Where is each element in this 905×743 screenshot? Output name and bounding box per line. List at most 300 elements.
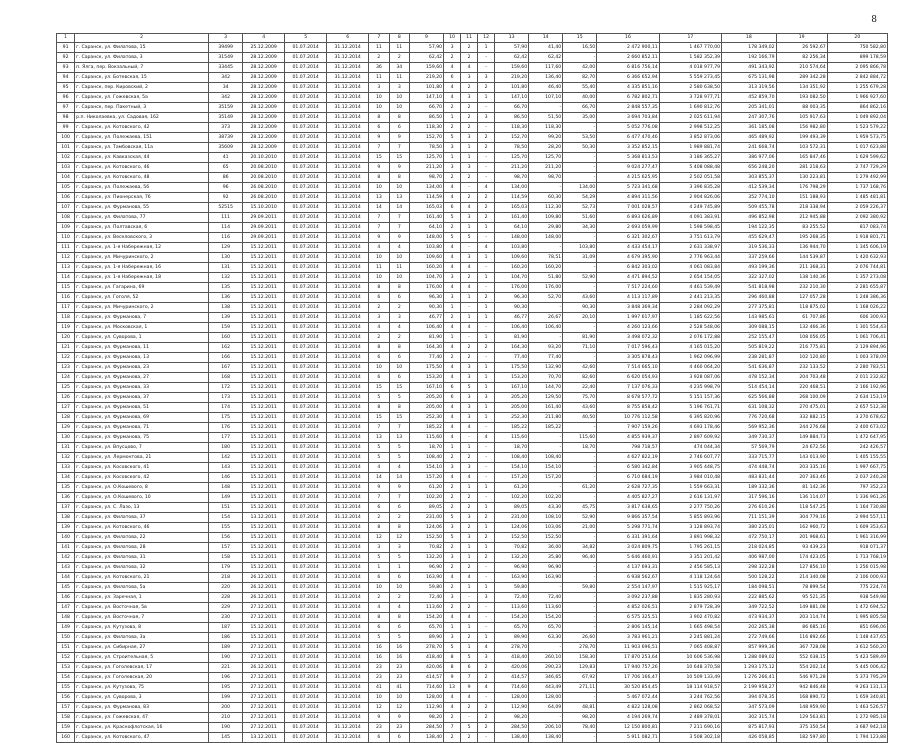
table-cell: 42,60: [563, 363, 597, 373]
table-cell: 81,90: [563, 333, 597, 343]
table-cell: 132,20: [410, 553, 444, 563]
table-cell: 6 938 562,67: [597, 573, 659, 583]
table-cell: 1 918 801,71: [827, 233, 887, 243]
table-cell: 134,00: [410, 183, 444, 193]
table-cell: 01.07.2014: [285, 703, 327, 713]
table-cell: 166: [209, 353, 243, 363]
table-cell: 26.08.2010: [243, 193, 285, 203]
table-cell: 51,60: [563, 213, 597, 223]
table-row: [57, 613, 888, 623]
table-cell: 1 049 892,04: [827, 113, 887, 123]
table-cell: 148 959,90: [776, 703, 827, 713]
table-cell: 98,20: [563, 713, 597, 723]
table-cell: -: [563, 263, 597, 273]
table-cell: 4 113 117,89: [597, 293, 659, 303]
table-cell: 01.07.2014: [285, 673, 327, 683]
table-cell: 5 467 072,44: [597, 693, 659, 703]
table-cell: 125,70: [410, 153, 444, 163]
table-cell: 62,42: [495, 53, 529, 63]
table-cell: 1: [478, 403, 495, 413]
table-cell: 3: [461, 393, 478, 403]
table-cell: 17 940 757,26: [597, 663, 659, 673]
table-cell: 40,50: [563, 413, 597, 423]
table-cell: 118,30: [495, 123, 529, 133]
table-cell: 2: [461, 193, 478, 203]
table-cell: 31.12.2014: [327, 453, 369, 463]
table-cell: 132,20: [495, 553, 529, 563]
table-cell: 5 373 795,29: [827, 673, 887, 683]
table-cell: 260,10: [529, 653, 563, 663]
table-cell: 420,06: [495, 663, 529, 673]
table-cell: 15.12.2011: [243, 273, 285, 283]
table-cell: 4: [444, 703, 461, 713]
table-cell: 2 076 172,88: [659, 333, 721, 343]
table-cell: 62,42: [529, 53, 563, 63]
table-cell: 2 806 145,14: [597, 623, 659, 633]
table-cell: 151: [209, 503, 243, 513]
table-cell: 8: [444, 663, 461, 673]
table-cell: 52,90: [563, 273, 597, 283]
table-cell: 2: [369, 303, 389, 313]
table-cell: 2: [444, 223, 461, 233]
table-cell: 2 998 512,25: [659, 123, 721, 133]
table-cell: 4: [444, 323, 461, 333]
table-cell: 01.07.2014: [285, 493, 327, 503]
table-cell: 115,60: [495, 433, 529, 443]
table-cell: г. Саранск, ул. Строительная, 5: [75, 653, 209, 663]
table-cell: -: [563, 283, 597, 293]
table-cell: 108,40: [410, 453, 444, 463]
table-cell: 15.12.2011: [243, 533, 285, 543]
table-cell: г. Саранск, ул. Филатова, 15: [75, 43, 209, 53]
table-cell: 8: [369, 283, 389, 293]
table-cell: 157,20: [529, 473, 563, 483]
table-cell: 190: [209, 653, 243, 663]
table-cell: г. Саранск, ул. Гоголевская, 17: [75, 663, 209, 673]
table-cell: 152,50: [529, 533, 563, 543]
table-cell: 290,23: [529, 663, 563, 673]
table-cell: 17 706 166,47: [597, 673, 659, 683]
table-cell: 1 345 606,19: [827, 243, 887, 253]
table-row: [57, 123, 888, 133]
table-cell: 3: [369, 543, 389, 553]
table-cell: 5: [369, 453, 389, 463]
table-cell: 3 508 302,18: [659, 733, 721, 743]
table-cell: 149 881,08: [776, 603, 827, 613]
table-row: [57, 313, 888, 323]
table-cell: 135: [209, 283, 243, 293]
table-cell: 10: [369, 273, 389, 283]
table-cell: -: [563, 573, 597, 583]
table-cell: 8: [389, 523, 409, 533]
table-cell: 27.12.2011: [243, 683, 285, 693]
table-cell: 205,00: [410, 403, 444, 413]
table-cell: 140: [57, 533, 75, 543]
table-cell: 3 817 638,65: [597, 503, 659, 513]
table-cell: 241 668,74: [722, 143, 776, 153]
table-cell: 375 350,54: [776, 723, 827, 733]
table-cell: 51,50: [529, 113, 563, 123]
table-cell: 216 775,81: [776, 343, 827, 353]
table-cell: 1 472 647,95: [827, 433, 887, 443]
table-cell: 01.07.2014: [285, 173, 327, 183]
table-cell: 1: [461, 623, 478, 633]
table-cell: 1: [444, 113, 461, 123]
table-cell: 28.12.2009: [243, 93, 285, 103]
table-cell: -: [563, 563, 597, 573]
table-cell: р.п. Николаевка, ул. Садовая, 162: [75, 113, 209, 123]
table-cell: 15: [369, 383, 389, 393]
table-cell: 104,70: [495, 273, 529, 283]
table-cell: 98,20: [410, 713, 444, 723]
table-cell: 2: [478, 703, 495, 713]
table-cell: 138: [209, 303, 243, 313]
table-cell: 185,22: [410, 423, 444, 433]
table-cell: 412 539,34: [722, 183, 776, 193]
table-cell: 2 628 727,35: [597, 483, 659, 493]
table-cell: 11: [389, 43, 409, 53]
table-cell: 01.07.2014: [285, 523, 327, 533]
table-cell: 01.07.2014: [285, 413, 327, 423]
table-cell: 144: [57, 573, 75, 583]
table-cell: 01.07.2014: [285, 43, 327, 53]
table-cell: 2 037 240,28: [827, 473, 887, 483]
table-cell: 6: [369, 573, 389, 583]
table-cell: 1 463 526,57: [827, 703, 887, 713]
table-cell: 2: [461, 353, 478, 363]
table-cell: 96,90: [410, 563, 444, 573]
table-cell: 541 636,87: [722, 363, 776, 373]
table-cell: 2: [444, 543, 461, 553]
table-cell: 70,70: [529, 373, 563, 383]
table-cell: 151: [57, 643, 75, 653]
table-cell: 43,30: [529, 503, 563, 513]
table-cell: 158: [209, 553, 243, 563]
table-cell: 38739: [209, 133, 243, 143]
table-cell: 2 059 226,37: [827, 203, 887, 213]
table-cell: -: [478, 123, 495, 133]
table-cell: 7 211 690,16: [659, 723, 721, 733]
table-cell: 65,70: [495, 623, 529, 633]
table-cell: г. Саранск, ул. 1-я Набережная, 12: [75, 243, 209, 253]
table-cell: 154,20: [410, 613, 444, 623]
table-cell: 118 875,02: [776, 303, 827, 313]
table-cell: 138,40: [529, 733, 563, 743]
table-row: [57, 413, 888, 423]
table-cell: г. Саранск, ул. Фурманова, 11: [75, 343, 209, 353]
table-cell: 4: [444, 63, 461, 73]
table-cell: 01.07.2014: [285, 483, 327, 493]
table-cell: 01.07.2014: [285, 553, 327, 563]
table-cell: -: [563, 693, 597, 703]
table-cell: 219,20: [410, 73, 444, 83]
table-cell: 94: [57, 73, 75, 83]
table-cell: 6 477 470,46: [597, 133, 659, 143]
table-cell: 31.12.2014: [327, 733, 369, 743]
table-cell: 3 244 762,56: [659, 693, 721, 703]
table-cell: 15.12.2011: [243, 443, 285, 453]
table-cell: 2: [461, 173, 478, 183]
table-cell: 12: [369, 533, 389, 543]
table-cell: 2: [461, 83, 478, 93]
table-cell: 27.12.2011: [243, 713, 285, 723]
table-cell: 3 270 678,62: [827, 413, 887, 423]
table-cell: 01.07.2014: [285, 133, 327, 143]
table-row: [57, 173, 888, 183]
table-cell: 6: [369, 373, 389, 383]
table-cell: 8: [369, 613, 389, 623]
table-cell: 938 549,98: [827, 593, 887, 603]
table-cell: 4: [444, 183, 461, 193]
table-cell: -: [563, 323, 597, 333]
table-cell: 277 375,81: [722, 303, 776, 313]
table-cell: 3: [444, 273, 461, 283]
table-cell: 31.12.2014: [327, 353, 369, 363]
table-cell: 2 245 881,24: [659, 633, 721, 643]
table-cell: 18,70: [410, 443, 444, 453]
table-cell: 89,05: [410, 503, 444, 513]
table-cell: 115,60: [563, 433, 597, 443]
table-cell: 27.12.2011: [243, 653, 285, 663]
table-cell: 3: [461, 363, 478, 373]
table-cell: 5: [369, 393, 389, 403]
table-cell: 31.12.2014: [327, 203, 369, 213]
table-cell: -: [461, 243, 478, 253]
page-number: 8: [871, 15, 877, 25]
table-cell: 26.12.2011: [243, 593, 285, 603]
table-cell: -: [478, 693, 495, 703]
table-cell: 15.12.2011: [243, 433, 285, 443]
table-cell: 817 083,74: [827, 223, 887, 233]
table-cell: 4 461 539,49: [659, 283, 721, 293]
table-cell: 3: [444, 463, 461, 473]
table-cell: 28.12.2009: [243, 53, 285, 63]
table-cell: 211 368,31: [776, 263, 827, 273]
table-cell: 418,40: [495, 653, 529, 663]
table-cell: 89,05: [495, 503, 529, 513]
table-cell: -: [478, 263, 495, 273]
table-cell: 134,00: [563, 183, 597, 193]
table-cell: г. Саранск, ул. Суворова, 3: [75, 693, 209, 703]
table-cell: -: [461, 333, 478, 343]
table-cell: 163,90: [529, 573, 563, 583]
table-cell: 1 405 155,55: [827, 453, 887, 463]
table-cell: 4: [444, 403, 461, 413]
table-cell: 1: [461, 643, 478, 653]
table-cell: 496 852,98: [722, 213, 776, 223]
column-number-cell: 11: [461, 34, 478, 43]
table-cell: 284,50: [410, 723, 444, 733]
table-cell: г. Саранск, ул. Филатова, 31: [75, 553, 209, 563]
table-cell: 1: [461, 223, 478, 233]
table-cell: 7 907 159,26: [597, 423, 659, 433]
table-cell: 82 256,34: [776, 53, 827, 63]
table-cell: 31.12.2014: [327, 53, 369, 63]
table-row: [57, 273, 888, 283]
table-cell: -: [529, 333, 563, 343]
table-cell: 124,06: [410, 523, 444, 533]
table-cell: 474 448,74: [722, 463, 776, 473]
table-cell: 2: [369, 53, 389, 63]
table-cell: 50,30: [563, 143, 597, 153]
table-cell: 1 665 498,54: [659, 623, 721, 633]
table-cell: 31.12.2014: [327, 243, 369, 253]
table-cell: 31.12.2014: [327, 413, 369, 423]
table-cell: 118,30: [529, 123, 563, 133]
table-cell: 24 672,56: [776, 443, 827, 453]
table-cell: 154,10: [529, 463, 563, 473]
table-cell: 5: [444, 513, 461, 523]
table-cell: 112: [57, 253, 75, 263]
table-cell: 180: [209, 443, 243, 453]
table-cell: 1: [478, 313, 495, 323]
table-cell: 2 660 852,11: [597, 53, 659, 63]
table-cell: г. Саранск, ул. Фурманова, 27: [75, 373, 209, 383]
table-cell: 16,50: [563, 43, 597, 53]
table-cell: 15.12.2011: [243, 403, 285, 413]
table-cell: 2 994 557,11: [827, 513, 887, 523]
table-cell: 01.07.2014: [285, 113, 327, 123]
table-cell: 129 563,81: [776, 713, 827, 723]
table-cell: 3 783 961,21: [597, 633, 659, 643]
table-cell: 5: [461, 383, 478, 393]
table-cell: 41: [369, 683, 389, 693]
table-cell: г. Саранск, пер. Кировский, 2: [75, 83, 209, 93]
table-row: [57, 693, 888, 703]
table-cell: 31.12.2014: [327, 233, 369, 243]
table-cell: 31549: [209, 53, 243, 63]
table-cell: 2: [389, 593, 409, 603]
table-cell: 3 305 878,43: [597, 353, 659, 363]
table-cell: 1 609 353,63: [827, 523, 887, 533]
table-cell: 78,40: [563, 723, 597, 733]
table-cell: 10 509 133,49: [659, 673, 721, 683]
table-row: [57, 473, 888, 483]
table-cell: 1 272 985,18: [827, 713, 887, 723]
table-cell: 67,92: [563, 673, 597, 683]
table-cell: 1: [369, 563, 389, 573]
table-cell: 5: [389, 633, 409, 643]
table-cell: 4: [444, 613, 461, 623]
table-cell: 554 202,14: [776, 663, 827, 673]
table-cell: 116: [57, 293, 75, 303]
table-cell: 26.08.2010: [243, 183, 285, 193]
table-cell: 48,81: [563, 703, 597, 713]
table-cell: 101,80: [495, 83, 529, 93]
table-cell: 103: [57, 163, 75, 173]
table-row: [57, 203, 888, 213]
table-cell: 97: [57, 103, 75, 113]
table-cell: 2 092 380,92: [827, 213, 887, 223]
table-cell: 91: [57, 43, 75, 53]
table-cell: -: [529, 643, 563, 653]
table-cell: 2: [444, 493, 461, 503]
table-cell: 60,30: [529, 193, 563, 203]
table-cell: 1: [478, 483, 495, 493]
table-cell: 154,20: [495, 613, 529, 623]
table-cell: 8: [369, 343, 389, 353]
table-cell: 2 441 213,35: [659, 293, 721, 303]
table-cell: 332 882,15: [776, 413, 827, 423]
table-cell: 118,30: [410, 123, 444, 133]
table-cell: -: [478, 103, 495, 113]
column-number-cell: 17: [659, 34, 721, 43]
table-cell: -: [478, 233, 495, 243]
table-cell: 34,82: [563, 543, 597, 553]
table-cell: 01.07.2014: [285, 443, 327, 453]
table-cell: 31.12.2014: [327, 423, 369, 433]
table-cell: 132,90: [529, 363, 563, 373]
table-cell: 231,00: [495, 513, 529, 523]
table-cell: 3 092 237,88: [597, 593, 659, 603]
table-cell: 15.12.2011: [243, 283, 285, 293]
table-row: [57, 193, 888, 203]
table-cell: -: [563, 233, 597, 243]
table-cell: 46,40: [529, 83, 563, 93]
table-cell: 23: [389, 663, 409, 673]
table-cell: 284,50: [495, 723, 529, 733]
table-cell: 31.12.2014: [327, 553, 369, 563]
table-cell: 160,20: [529, 263, 563, 273]
table-cell: 152,70: [495, 133, 529, 143]
table-cell: 28.12.2009: [243, 113, 285, 123]
table-cell: -: [563, 493, 597, 503]
table-cell: 31.12.2014: [327, 303, 369, 313]
table-cell: 1: [461, 153, 478, 163]
table-cell: 71,10: [563, 343, 597, 353]
table-row: [57, 103, 888, 113]
table-cell: 2: [461, 703, 478, 713]
table-cell: 114: [57, 273, 75, 283]
table-cell: 148,00: [410, 233, 444, 243]
table-cell: 206,10: [529, 723, 563, 733]
table-cell: 4: [389, 323, 409, 333]
table-cell: 15.12.2011: [243, 523, 285, 533]
table-cell: 9: [389, 483, 409, 493]
table-cell: 27.12.2011: [243, 603, 285, 613]
table-cell: 2 897 609,92: [659, 433, 721, 443]
table-cell: 631 108,32: [722, 403, 776, 413]
table-cell: 01.07.2014: [285, 183, 327, 193]
table-cell: 59,80: [410, 583, 444, 593]
table-cell: 174 423,05: [776, 553, 827, 563]
table-cell: 278,70: [563, 643, 597, 653]
column-number-row: [57, 34, 888, 43]
table-cell: -: [529, 443, 563, 453]
table-cell: 303 855,37: [722, 173, 776, 183]
table-cell: 3: [389, 83, 409, 93]
table-cell: 1 185 622,56: [659, 313, 721, 323]
table-row: [57, 343, 888, 353]
table-cell: 6: [444, 383, 461, 393]
table-cell: 14: [369, 203, 389, 213]
table-cell: 124,06: [495, 523, 529, 533]
table-cell: 465 489,92: [722, 133, 776, 143]
table-cell: 185,22: [495, 423, 529, 433]
table-cell: 162: [209, 343, 243, 353]
table-cell: 113,60: [410, 603, 444, 613]
table-cell: 15.12.2011: [243, 473, 285, 483]
table-cell: 31.12.2014: [327, 463, 369, 473]
table-cell: 11: [389, 73, 409, 83]
table-cell: 39499: [209, 43, 243, 53]
table-cell: 220: [209, 583, 243, 593]
table-row: [57, 363, 888, 373]
table-cell: -: [478, 463, 495, 473]
table-cell: 139: [209, 313, 243, 323]
table-cell: г. Саранск, ул. Котовского, 46: [75, 163, 209, 173]
table-cell: 232 210,30: [776, 283, 827, 293]
